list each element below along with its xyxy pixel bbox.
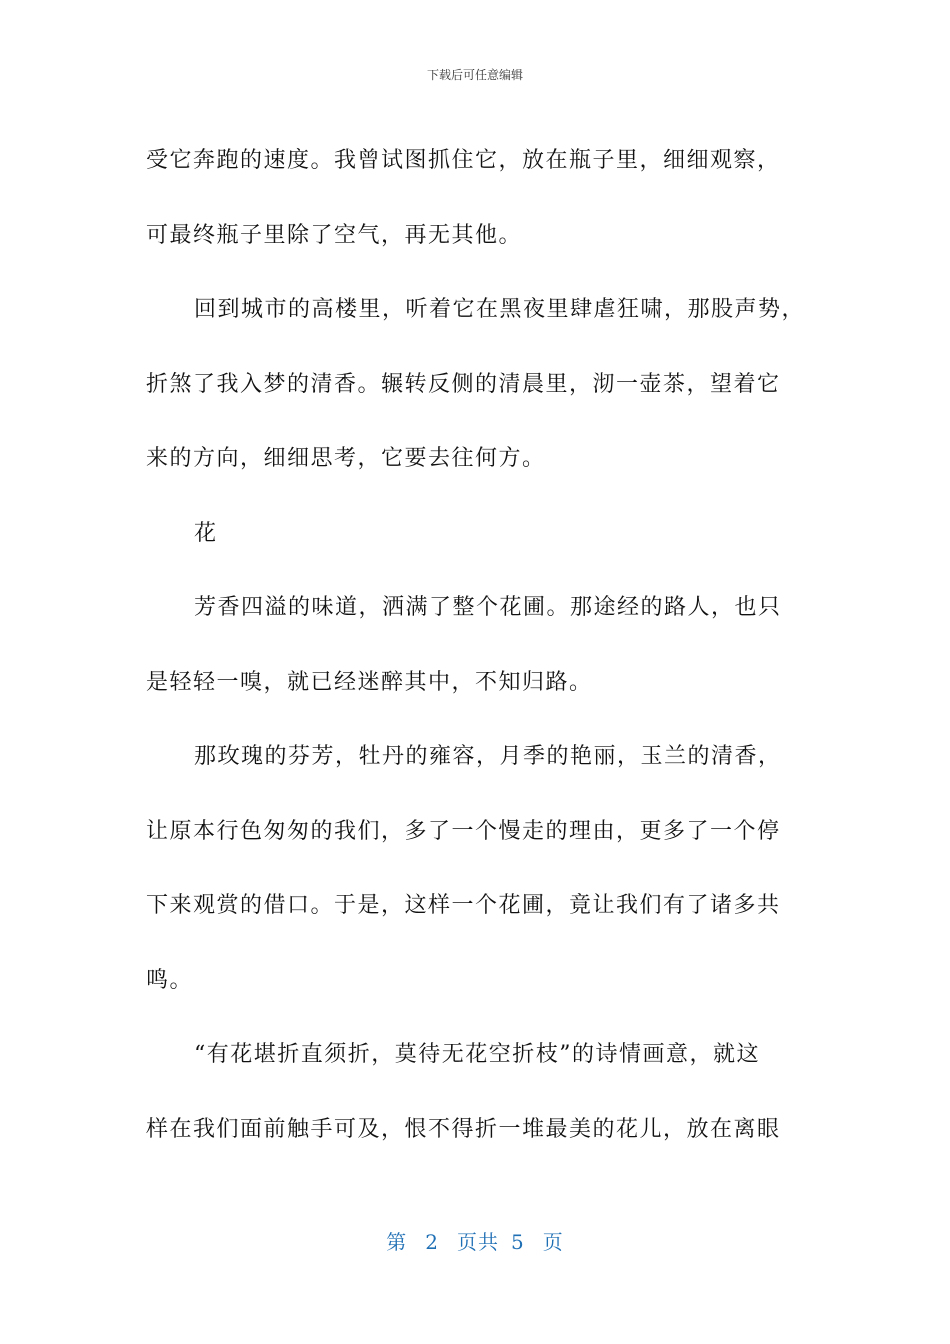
section-heading: 花 xyxy=(194,520,218,546)
body-line: 那玫瑰的芬芳，牡丹的雍容，月季的艳丽，玉兰的清香， xyxy=(194,744,782,769)
body-line: 下来观赏的借口。于是，这样一个花圃，竟让我们有了诸多共 xyxy=(146,893,781,918)
document-body xyxy=(146,124,806,1167)
footer-total-pages: 5 xyxy=(511,1230,525,1254)
body-line: “有花堪折直须折，莫待无花空折枝”的诗情画意，就这 xyxy=(194,1042,760,1067)
body-line: 样在我们面前触手可及，恨不得折一堆最美的花儿，放在离眼 xyxy=(146,1116,781,1142)
body-line: 是轻轻一嗅，就已经迷醉其中，不知归路。 xyxy=(146,669,593,695)
body-line: 鸣。 xyxy=(146,967,194,993)
footer-current-page: 2 xyxy=(425,1230,439,1254)
body-line: 来的方向，细细思考，它要去往何方。 xyxy=(146,446,546,471)
body-line: 折煞了我入梦的清香。辗转反侧的清晨里，沏一壶茶，望着它 xyxy=(146,371,781,397)
body-line: 受它奔跑的速度。我曾试图抓住它，放在瓶子里，细细观察， xyxy=(146,148,781,173)
footer-prefix: 第 xyxy=(386,1230,408,1254)
footer-suffix: 页 xyxy=(542,1230,564,1254)
body-line: 让原本行色匆匆的我们，多了一个慢走的理由，更多了一个停 xyxy=(146,818,781,844)
body-line: 可最终瓶子里除了空气，再无其他。 xyxy=(146,222,523,248)
body-line: 回到城市的高楼里，听着它在黑夜里肆虐狂啸，那股声势， xyxy=(194,297,806,322)
page-header: 下载后可任意编辑 xyxy=(426,68,523,82)
footer-middle: 页共 xyxy=(457,1230,499,1254)
body-line: 芳香四溢的味道，洒满了整个花圃。那途经的路人，也只 xyxy=(194,595,782,620)
page-footer xyxy=(0,1226,950,1255)
